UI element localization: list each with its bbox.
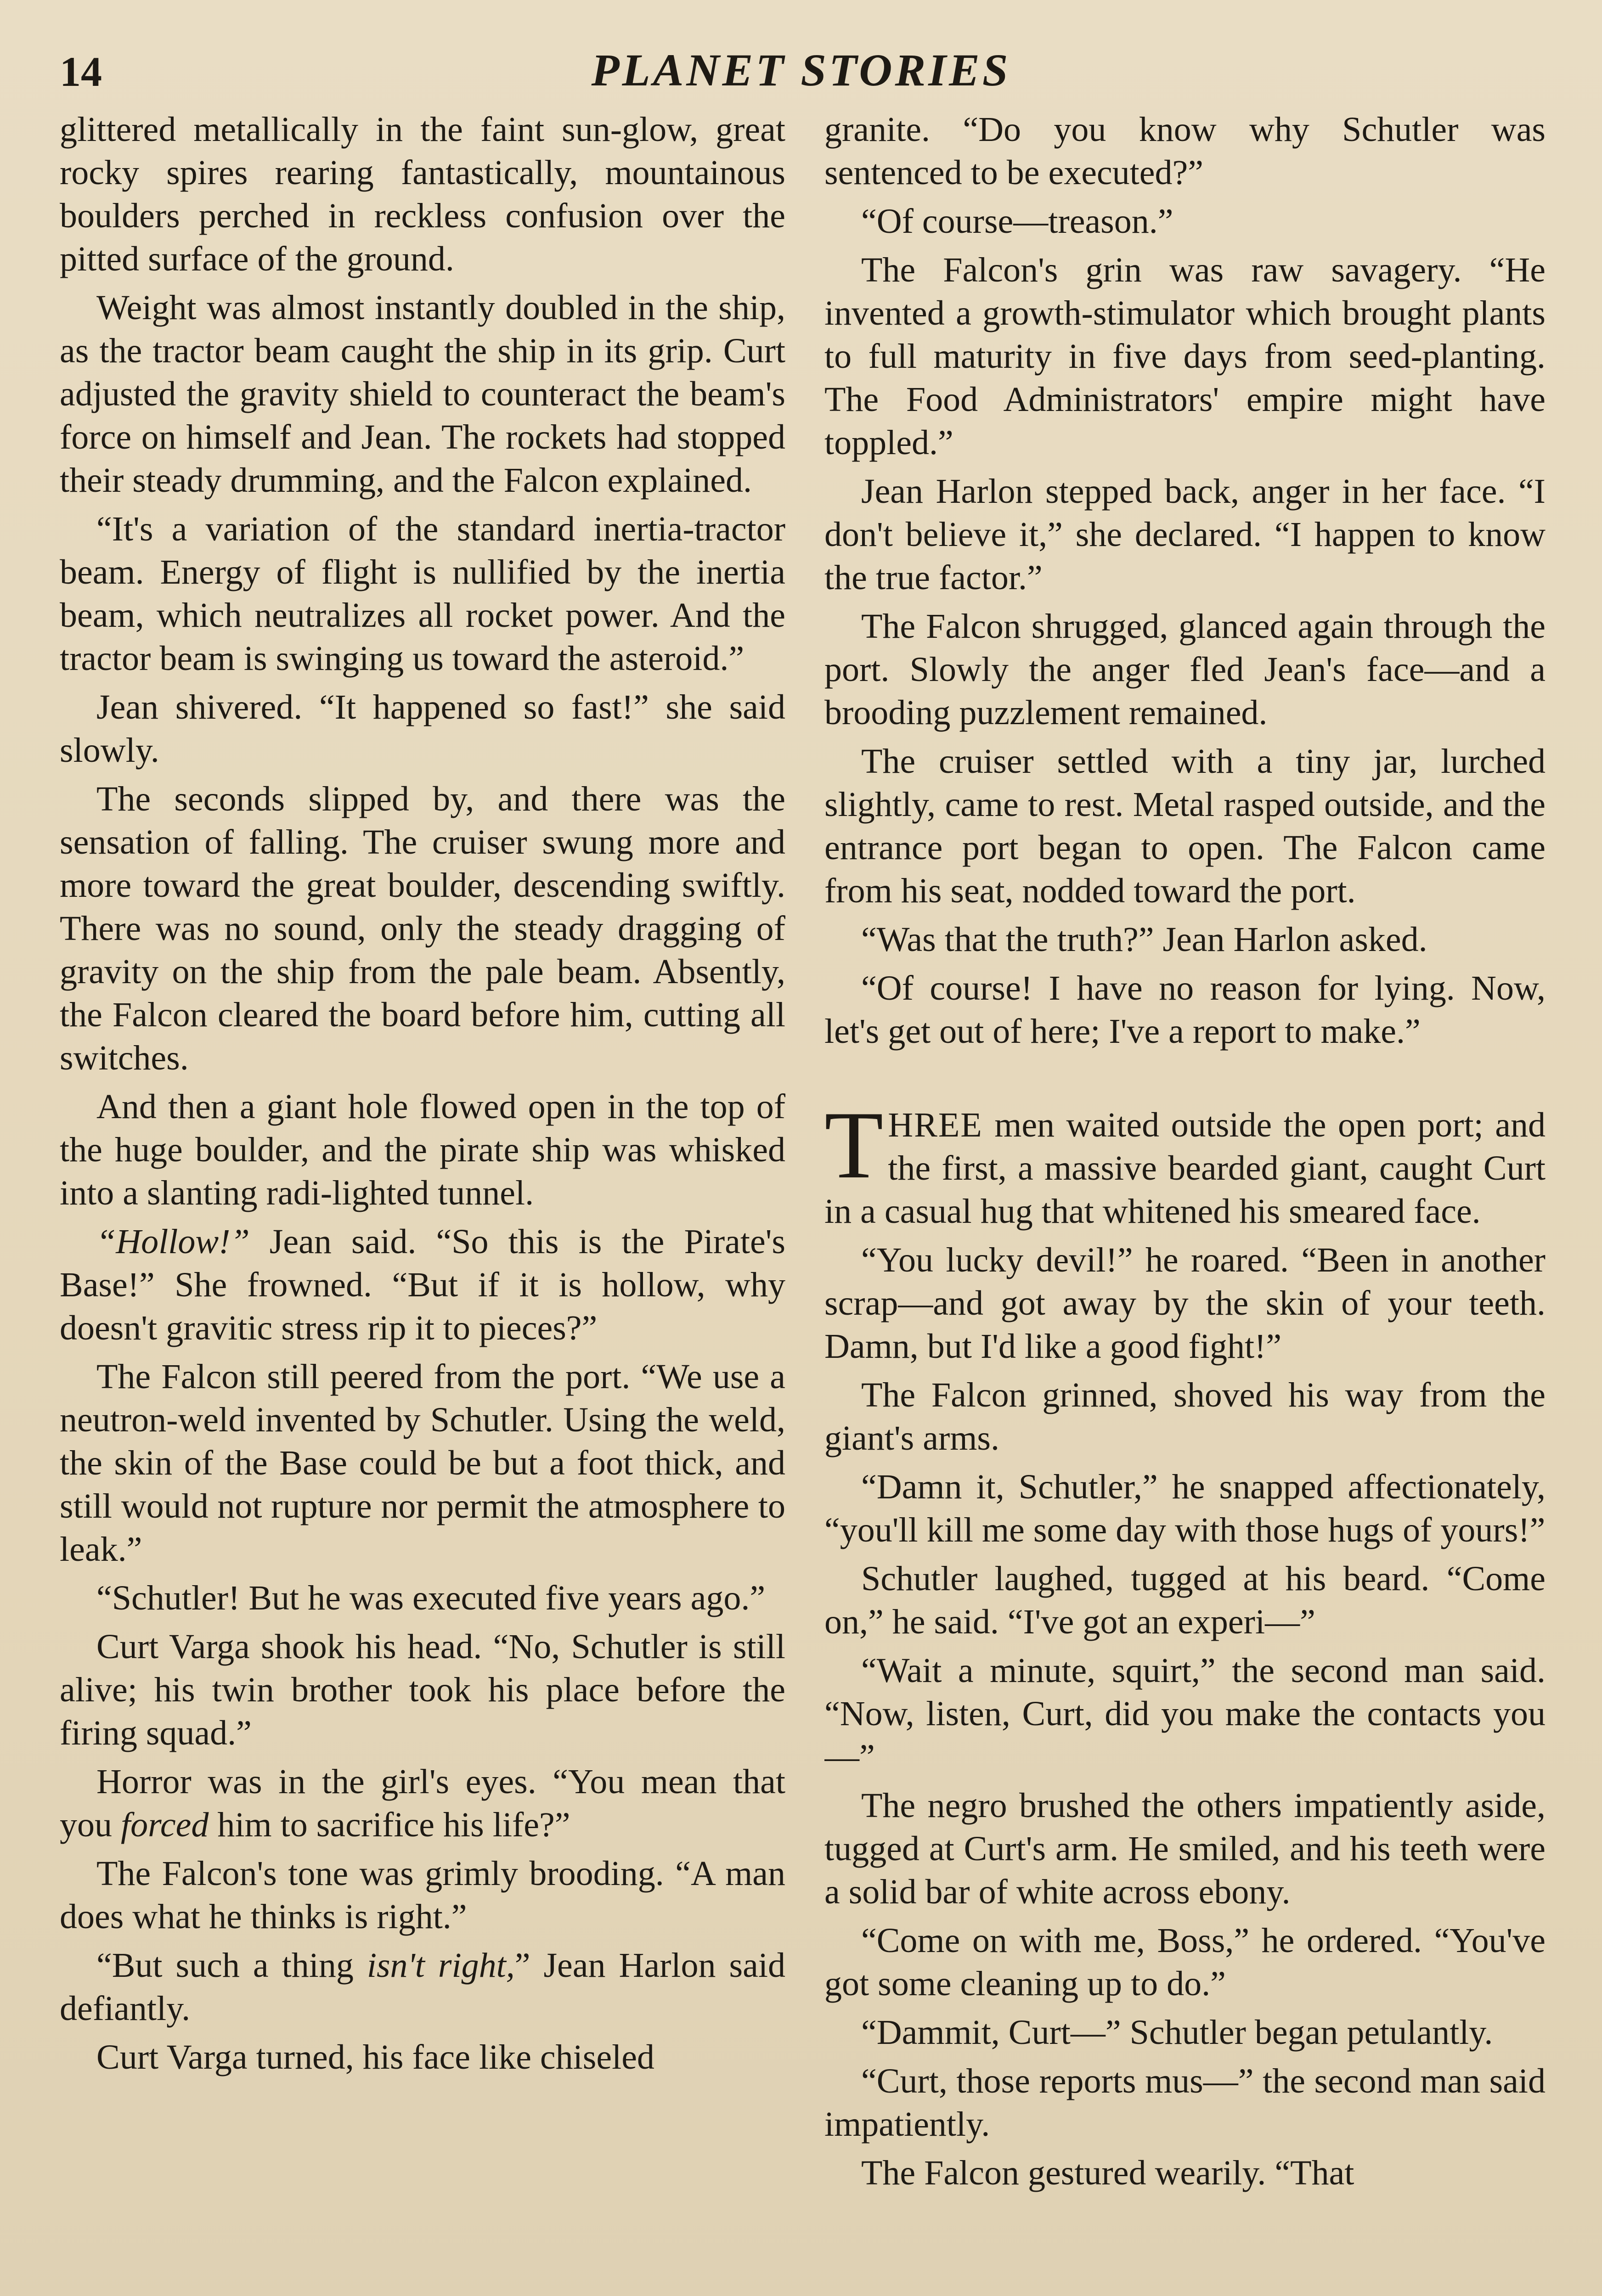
- emphasis-text: isn't right,: [367, 1946, 515, 1985]
- paragraph: “Of course! I have no reason for lying. Now, let's get out of here; I've a report to make.”: [824, 969, 1546, 1051]
- emphasis-text: “Hollow!”: [96, 1222, 250, 1261]
- paragraph-text: Horror was in the girl's eyes. “You mean that you: [60, 1762, 785, 1844]
- paragraph: The Falcon's grin was raw savagery. “He invented a growth-stimulator which brought plants to full maturity in five days from seed-planting. The Food Administrators' empire might have toppled.”: [824, 251, 1546, 462]
- paragraph-text: him to sacrifice his life?”: [209, 1806, 570, 1844]
- paragraph: The Falcon shrugged, glanced again through the port. Slowly the anger fled Jean's face—and a brooding puzzlement remained.: [824, 607, 1546, 732]
- paragraph: “Damn it, Schutler,” he snapped affectionately, “you'll kill me some day with those hugs of yours!”: [824, 1468, 1546, 1549]
- paragraph: And then a giant hole flowed open in the top of the huge boulder, and the pirate ship was whisked into a slanting radi-lighted tunnel.: [60, 1087, 785, 1212]
- paragraph: The seconds slipped by, and there was the sensation of falling. The cruiser swung more and more toward the great boulder, descending swiftly. There was no sound, only the steady dragging of gravity on the ship from the pale beam. Absently, the Falcon cleared the board before him, cutting all switches.: [60, 780, 785, 1077]
- paragraph: Jean shivered. “It happened so fast!” she said slowly.: [60, 688, 785, 770]
- page-number: 14: [60, 48, 102, 95]
- paragraph: [60, 1220, 785, 1350]
- paragraph: “Of course—treason.”: [861, 202, 1173, 241]
- paragraph: glittered metallically in the faint sun-glow, great rocky spires rearing fantastically, mountainous boulders perched in reckless confusion over the pitted surface of the ground.: [60, 110, 785, 278]
- paragraph: [60, 1760, 785, 1846]
- paragraph-text: men waited outside the open port; and the first, a massive bearded giant, caught Curt in a casual hug that whitened his smeared face.: [824, 1106, 1546, 1231]
- emphasis-text: forced: [121, 1806, 209, 1844]
- paragraph: Curt Varga shook his head. “No, Schutler is still alive; his twin brother took his place before the firing squad.”: [60, 1627, 785, 1752]
- text-column-right: [824, 108, 1546, 2296]
- text-column-left: [60, 108, 785, 2296]
- paragraph: Jean Harlon stepped back, anger in her face. “I don't believe it,” she declared. “I happen to know the true factor.”: [824, 472, 1546, 597]
- small-caps-lead: HREE: [888, 1106, 983, 1144]
- paragraph-text: “But such a thing: [96, 1946, 367, 1985]
- paragraph: The Falcon grinned, shoved his way from the giant's arms.: [824, 1376, 1546, 1458]
- running-title: PLANET STORIES: [591, 45, 1011, 96]
- drop-cap: T: [824, 1092, 884, 1199]
- paragraph: The negro brushed the others impatiently aside, tugged at Curt's arm. He smiled, and his teeth were a solid bar of white across ebony.: [824, 1786, 1546, 1911]
- paragraph: granite. “Do you know why Schutler was sentenced to be executed?”: [824, 110, 1546, 192]
- paragraph: “Dammit, Curt—” Schutler began petulantly.: [861, 2013, 1493, 2052]
- paragraph: The cruiser settled with a tiny jar, lurched slightly, came to rest. Metal rasped outside, and the entrance port began to open. The Falcon came from his seat, nodded toward the port.: [824, 742, 1546, 910]
- paragraph: Schutler laughed, tugged at his beard. “Come on,” he said. “I've got an experi—”: [824, 1559, 1546, 1641]
- page-header: [60, 39, 1542, 108]
- paragraph: “It's a variation of the standard inertia-tractor beam. Energy of flight is nullified by the inertia beam, which neutralizes all rocket power. And the tractor beam is swinging us toward the asteroid.”: [60, 510, 785, 678]
- paragraph-text: ” Jean Harlon said defiantly.: [60, 1946, 785, 2028]
- paragraph: “Wait a minute, squirt,” the second man said. “Now, listen, Curt, did you make the contacts you—”: [824, 1651, 1546, 1776]
- paragraph: The Falcon's tone was grimly brooding. “A man does what he thinks is right.”: [60, 1854, 785, 1936]
- paragraph: [60, 1944, 785, 2030]
- paragraph: “Come on with me, Boss,” he ordered. “You've got some cleaning up to do.”: [824, 1921, 1546, 2003]
- paragraph: Curt Varga turned, his face like chiseled: [96, 2038, 654, 2077]
- paragraph-text: Jean said. “So this is the Pirate's Base!” She frowned. “But if it is hollow, why doesn't gravitic stress rip it to pieces?”: [60, 1222, 785, 1347]
- paragraph: “Was that the truth?” Jean Harlon asked.: [861, 920, 1427, 959]
- paragraph: “You lucky devil!” he roared. “Been in another scrap—and got away by the skin of your teeth. Damn, but I'd like a good fight!”: [824, 1241, 1546, 1366]
- paragraph: The Falcon gestured wearily. “That: [861, 2154, 1354, 2192]
- paragraph: [824, 1092, 1546, 1233]
- paragraph: The Falcon still peered from the port. “We use a neutron-weld invented by Schutler. Using the weld, the skin of the Base could be but a foot thick, and still would not rupture nor permit the atmosphere to leak.”: [60, 1357, 785, 1569]
- paragraph: Weight was almost instantly doubled in the ship, as the tractor beam caught the ship in its grip. Curt adjusted the gravity shield to counteract the beam's force on himself and Jean. The rockets had stopped their steady drumming, and the Falcon explained.: [60, 288, 785, 500]
- paragraph: “Schutler! But he was executed five years ago.”: [96, 1579, 766, 1617]
- paragraph: “Curt, those reports mus—” the second man said impatiently.: [824, 2062, 1546, 2144]
